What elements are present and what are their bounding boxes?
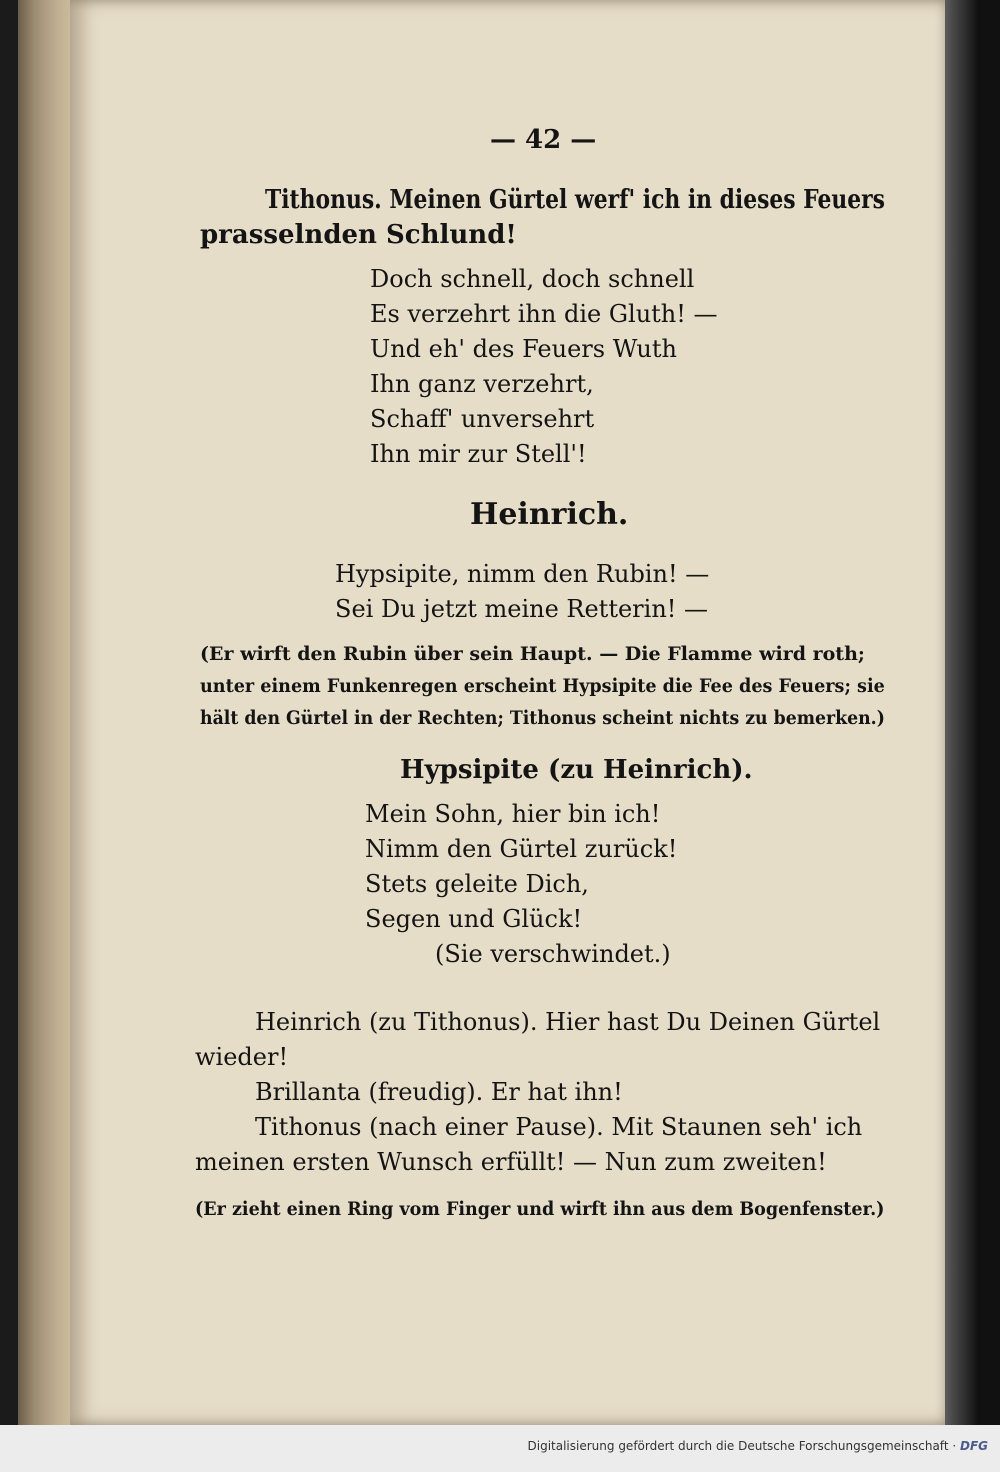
- verse-line: Ihn mir zur Stell'!: [370, 440, 587, 468]
- verse-line: Nimm den Gürtel zurück!: [365, 835, 678, 863]
- dialogue-line: meinen ersten Wunsch erfüllt! — Nun zum zweiten!: [195, 1148, 827, 1176]
- dfg-logo: DFG: [959, 1439, 988, 1453]
- verse-line: Es verzehrt ihn die Gluth! —: [370, 300, 718, 328]
- footer-credit: Digitalisierung gefördert durch die Deutsche Forschungsgemeinschaft ·: [527, 1439, 957, 1453]
- dialogue-line: Tithonus (nach einer Pause). Mit Staunen seh' ich: [255, 1113, 863, 1141]
- verse-line: Mein Sohn, hier bin ich!: [365, 800, 661, 828]
- footer-bar: [0, 1425, 1000, 1472]
- text-line: Tithonus. Meinen Gürtel werf' ich in dieses Feuers: [265, 185, 885, 215]
- verse-line: Doch schnell, doch schnell: [370, 265, 695, 293]
- verse-line: Stets geleite Dich,: [365, 870, 589, 898]
- verse-line: Schaff' unversehrt: [370, 405, 595, 433]
- verse-line: Hypsipite, nimm den Rubin! —: [335, 560, 710, 588]
- stage-direction: hält den Gürtel in der Rechten; Tithonus scheint nichts zu bemerken.): [200, 707, 885, 729]
- speaker-heading: Hypsipite (zu Heinrich).: [400, 755, 753, 785]
- verse-line: Segen und Glück!: [365, 905, 583, 933]
- speaker-heading: Heinrich.: [470, 497, 629, 532]
- dialogue-line: Heinrich (zu Tithonus). Hier hast Du Deinen Gürtel: [255, 1008, 881, 1036]
- book-edge-left: [18, 0, 73, 1425]
- text-line: prasselnden Schlund!: [200, 220, 517, 250]
- verse-line: Sei Du jetzt meine Retterin! —: [335, 595, 709, 623]
- verse-line: Und eh' des Feuers Wuth: [370, 335, 677, 363]
- stage-direction: unter einem Funkenregen erscheint Hypsipite die Fee des Feuers; sie: [200, 675, 885, 697]
- stage-direction: (Sie verschwindet.): [435, 940, 671, 968]
- stage-direction: (Er wirft den Rubin über sein Haupt. — Die Flamme wird roth;: [200, 643, 865, 665]
- page-number: — 42 —: [490, 125, 597, 155]
- verse-line: Ihn ganz verzehrt,: [370, 370, 594, 398]
- stage-direction: (Er zieht einen Ring vom Finger und wirft ihn aus dem Bogenfenster.): [195, 1198, 885, 1220]
- page-right-edge: [945, 0, 1000, 1425]
- footer-text: [528, 1439, 988, 1453]
- dialogue-line: wieder!: [195, 1043, 289, 1071]
- dialogue-line: Brillanta (freudig). Er hat ihn!: [255, 1078, 623, 1106]
